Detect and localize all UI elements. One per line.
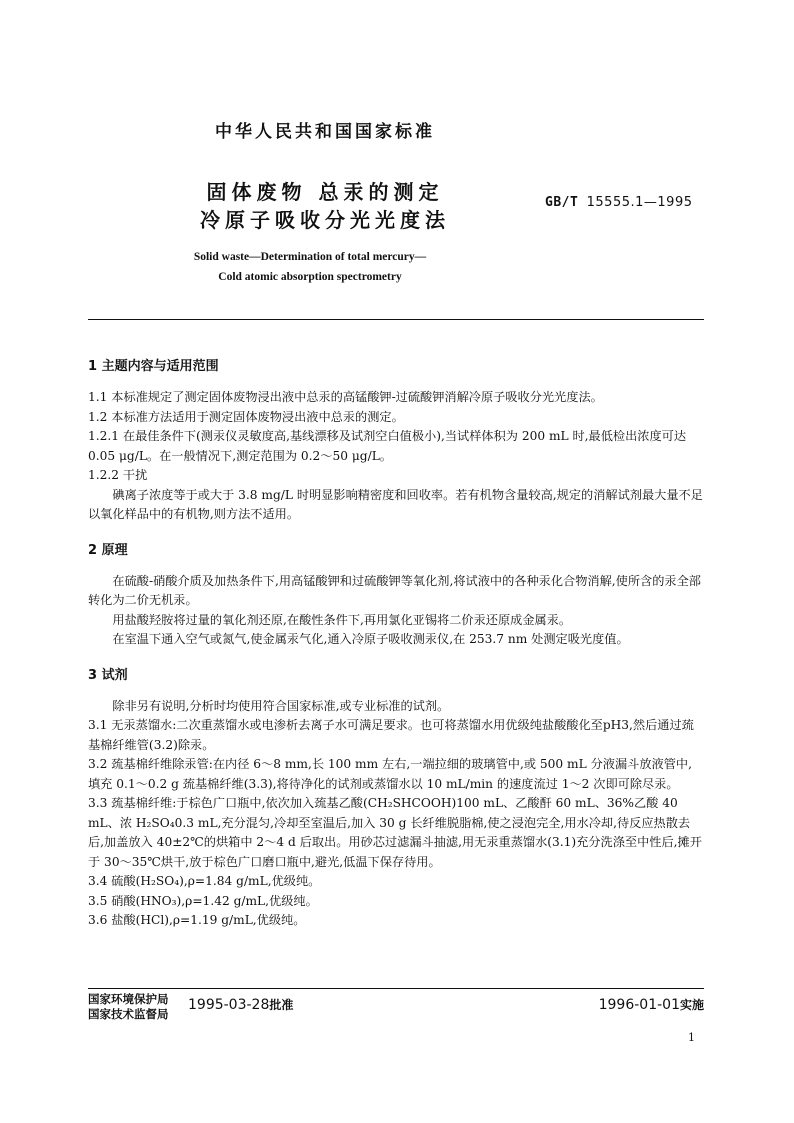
clause-1-2: 1.2 本标准方法适用于测定固体废物浸出液中总汞的测定。 <box>88 409 404 424</box>
section-2-title: 2 原理 <box>88 542 128 558</box>
clause-1-2-2: 1.2.2 干扰 <box>88 468 148 482</box>
clause-3-3: 3.3 巯基棉纤维:于棕色广口瓶中,依次加入巯基乙酸(CH₂SHCOOH)100 mL、乙酸酐 60 mL、36%乙酸 40 mL、浓 H₂SO₄0.3 mL,充分混匀,冷却至室温后,加入 30 g 长纤维脱脂棉,使之浸泡完全,用水冷却,待反应热散去后,加盖放入 40±2℃的烘箱中 2～4 d 后取出。用砂芯过滤漏斗抽滤,用无汞重蒸馏水(3.1)充分洗涤至中性后,摊开于 30～35℃烘干,放于棕色广口磨口瓶中,避光,低温下保存待用。 <box>88 796 702 869</box>
effective-label: 实施 <box>679 998 704 1012</box>
issuer-line-1: 国家环境保护局 <box>88 992 169 1006</box>
issuing-authorities <box>88 992 169 1022</box>
title-zh-line1: 固体废物 总汞的测定 <box>206 180 444 204</box>
clause-1-2-2-body: 碘离子浓度等于或大于 3.8 mg/L 时明显影响精密度和回收率。若有机物含量较高,规定的消解试剂最大量不足以氧化样品中的有机物,则方法不适用。 <box>88 487 703 521</box>
principle-paragraph-3: 在室温下通入空气或氮气,使金属汞气化,通入冷原子吸收测汞仪,在 253.7 nm 处测定吸光度值。 <box>112 632 629 646</box>
approval-date-value: 1995-03-28 <box>188 997 270 1013</box>
clause-1-2-1: 1.2.1 在最佳条件下(测汞仪灵敏度高,基线漂移及试剂空白值极小),当试样体积为 200 mL 时,最低检出浓度可达 0.05 μg/L。在一般情况下,测定范围为 0.2～50 μg/L。 <box>88 429 687 463</box>
page-number: 1 <box>688 1031 695 1044</box>
document-body <box>88 355 704 931</box>
title-en-line1: Solid waste—Determination of total mercury— <box>193 251 427 263</box>
approval-date <box>188 996 293 1013</box>
clause-3-2: 3.2 巯基棉纤维除汞管:在内径 6～8 mm,长 100 mm 左右,一端拉细的玻璃管中,或 500 mL 分液漏斗放液管中,填充 0.1～0.2 g 巯基棉纤维(3.3),将待净化的试剂或蒸馏水以 10 mL/min 的速度流过 1～2 次即可除尽汞。 <box>88 757 692 791</box>
header-divider <box>88 319 704 320</box>
clause-3-4: 3.4 硫酸(H₂SO₄),ρ=1.84 g/mL,优级纯。 <box>88 874 321 888</box>
standard-code-prefix: GB/T <box>545 195 579 210</box>
issuer-line-2: 国家技术监督局 <box>88 1007 169 1021</box>
standard-code <box>545 195 692 210</box>
section-1-title: 1 主题内容与适用范围 <box>88 359 219 374</box>
clause-3-6: 3.6 盐酸(HCl),ρ=1.19 g/mL,优级纯。 <box>88 913 306 927</box>
title-en-line2: Cold atomic absorption spectrometry <box>218 271 402 283</box>
standard-code-number: 15555.1—1995 <box>586 195 693 210</box>
title-zh-line2: 冷原子吸收分光光度法 <box>200 208 450 232</box>
effective-date <box>599 996 704 1013</box>
principle-paragraph-2: 用盐酸羟胺将过量的氧化剂还原,在酸性条件下,再用氯化亚锡将二价汞还原成金属汞。 <box>112 612 572 627</box>
clause-1-1: 1.1 本标准规定了测定固体废物浸出液中总汞的高锰酸钾-过硫酸钾消解冷原子吸收分光光度法。 <box>88 390 603 404</box>
approval-label: 批准 <box>269 998 294 1012</box>
principle-paragraph-1: 在硫酸-硝酸介质及加热条件下,用高锰酸钾和过硫酸钾等氧化剂,将试液中的各种汞化合物消解,使所含的汞全部转化为二价无机汞。 <box>88 573 701 607</box>
national-standard-heading: 中华人民共和国国家标准 <box>215 122 435 142</box>
clause-3-1: 3.1 无汞蒸馏水:二次重蒸馏水或电渗析去离子水可满足要求。也可将蒸馏水用优级纯盐酸酸化至pH3,然后通过巯基棉纤维管(3.2)除汞。 <box>88 718 694 752</box>
reagents-intro: 除非另有说明,分析时均使用符合国家标准,或专业标准的试剂。 <box>112 698 450 713</box>
footer-divider <box>88 988 704 989</box>
clause-3-5: 3.5 硝酸(HNO₃),ρ=1.42 g/mL,优级纯。 <box>88 893 318 908</box>
effective-date-value: 1996-01-01 <box>598 997 680 1013</box>
section-3-title: 3 试剂 <box>88 667 128 683</box>
